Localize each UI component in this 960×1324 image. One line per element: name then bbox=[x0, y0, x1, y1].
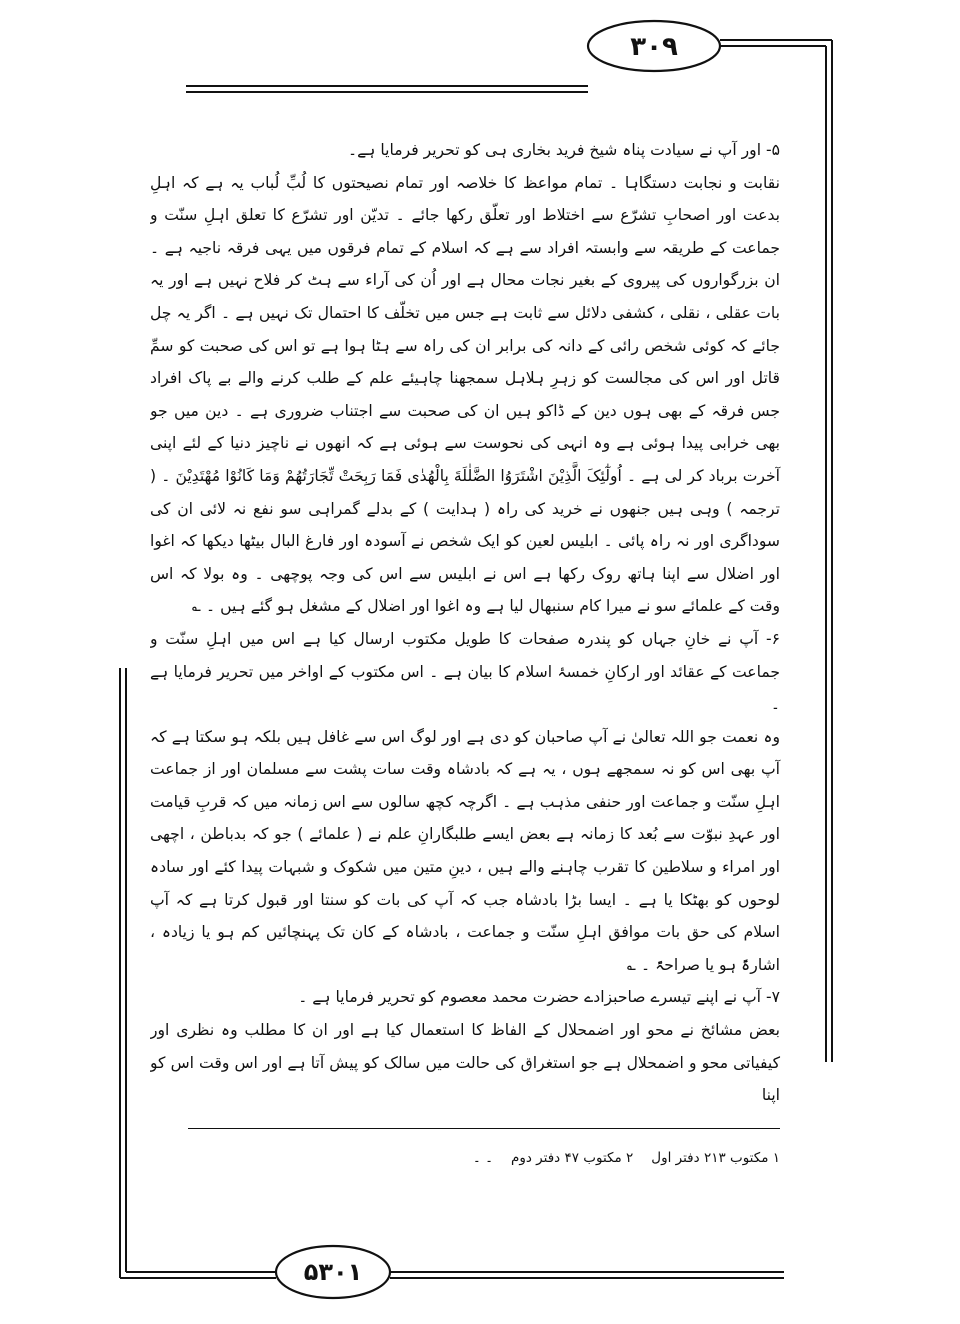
paragraph: ۷- آپ نے اپنے تیسرے صاحبزادے حضرت محمد معصوم کو تحریر فرمایا ہے ۔ bbox=[298, 988, 780, 1007]
paragraph: نقابت و نجابت دستگاہا ۔ تمام مواعظ کا خلاصہ اور تمام نصیحتوں کا لُبِّ لُباب یہ ہے کہ اہلِ بدعت اور اصحابِ تشرّع سے اختلاط اور تعلّق رکھا جائے ۔ تدیّن اور تشرّع کا تعلق اہلِ سنّت و جماعت کے طریقہ سے وابستہ افراد سے ہے کہ اسلام کے تمام فرقوں میں یہی فرقہ ناجیہ ہے ۔ ان بزرگواروں کی پیروی کے بغیر نجات محال ہے اور اُن کی آراء سے ہٹ کر فلاح نہیں ہے اور یہ بات عقلی ، نقلی ، کشفی دلائل سے ثابت ہے جس میں تخلّف کا احتمال تک نہیں ہے ۔ اگر یہ چل جائے کہ کوئی شخص رائی کے دانہ کی برابر ان کی راہ سے ہٹا ہوا ہے تو اس کی صحبت کو سمِّ قاتل اور اس کی مجالست کو زہرِ ہلاہل سمجھنا چاہیئے علم کے طلب کرنے والے بے پاک افراد جس فرقہ کے بھی ہوں دین کے ڈاکو ہیں ان کی صحبت سے اجتناب ضروری ہے ۔ دین میں جو بھی خرابی پیدا ہوئی ہے وہ انہی کی نحوست سے ہوئی ہے کہ انھوں نے ناچیز دنیا کے لئے اپنی آخرت برباد کر لی ہے ۔ اُولٰٓئِکَ الَّذِیْنَ اشْتَرَوُا الضَّلٰلَةَ بِالْهُدٰی فَمَا رَبِحَتْ تِّجَارَتُهُمْ وَمَا کَانُوْا مُهْتَدِیْنَ ۔ ( ترجمہ ) وہی ہیں جنھوں نے خرید کی راہ ( ہدایت ) کے بدلے گمراہی سو نفع نہ لائی ان کی سوداگری اور نہ راہ پائی ۔ ابلیس لعین کو ایک شخص نے آسودہ اور فارغ البال بیٹھا دیکھا کہ اغوا اور اضلال سے اپنا ہاتھ روک رکھا ہے اس نے ابلیس سے اس کی وجہ پوچھی ۔ وہ بولا کہ اس وقت کے علمائے سو نے میرا کام سنبھال لیا ہے وہ اغوا اور اضلال کے مشغل ہو گئے ہیں ۔ ؎ bbox=[150, 173, 780, 616]
footnotes bbox=[188, 1146, 780, 1170]
footnote-trailing-marks: ۔ ۔ bbox=[472, 1150, 493, 1166]
paragraph: بعض مشائخ نے محو اور اضمحلال کے الفاظ کا استعمال کیا ہے اور ان کا مطلب وہ نظری اور کیفیاتی محو و اضمحلال ہے جو استغراق کی حالت میں سالک کو پیش آتا ہے اور اس وقت اس کو اپنا bbox=[150, 1021, 780, 1105]
paragraph: ۵- اور آپ نے سیادت پناہ شیخ فرید بخاری ہی کو تحریر فرمایا ہے۔ bbox=[348, 141, 780, 159]
archive-number: ۵۳۰۱ bbox=[303, 1258, 363, 1286]
footnote-item: ۱ مکتوب ۲۱۳ دفتر اول bbox=[651, 1150, 780, 1166]
paragraph: وہ نعمت جو اللہ تعالیٰ نے آپ صاحبان کو دی ہے اور لوگ اس سے غافل ہیں بلکہ ہو سکتا ہے کہ آپ بھی اس کو نہ سمجھے ہوں ، یہ ہے کہ بادشاہ وقت سات پشت سے مسلمان اور از جماعت اہلِ سنّت و جماعت اور حنفی مذہب ہے ۔ اگرچہ کچھ سالوں سے اس زمانہ میں کہ قربِ قیامت اور عہدِ نبوّت سے بُعد کا زمانہ ہے بعض ایسے طلبگارانِ علم نے ( علمائے ) جو کہ بدباطن ، اچھی اور امراء و سلاطین کا تقرب چاہنے والے ہیں ، دینِ متین میں شکوک و شبہات پیدا کئے اور سادہ لوحوں کو بھٹکا یا ہے ۔ ایسا بڑا بادشاہ جب کہ آپ کی بات کو سنتا اور قبول کرتا ہے کہ آپ اسلام کی حق بات موافق اہلِ سنّت و جماعت ، بادشاہ کے کان تک پہنچائیں کم ہو یا زیادہ ، اشارۃً ہو یا صراحۃً ۔ ؎ bbox=[150, 727, 780, 974]
footnote-item: ۲ مکتوب ۴۷ دفتر دوم bbox=[511, 1150, 634, 1166]
body-text bbox=[150, 134, 806, 1124]
paragraph: ۶- آپ نے خانِ جہاں کو پندرہ صفحات کا طویل مکتوب ارسال کیا ہے اس میں اہلِ سنّت و جماعت کے عقائد اور ارکانِ خمسۂ اسلام کا بیان ہے ۔ اس مکتوب کے اواخر میں تحریر فرمایا ہے ۔ bbox=[150, 629, 780, 714]
footnote-divider bbox=[188, 1128, 780, 1129]
page-number: ۳۰۹ bbox=[630, 32, 678, 62]
